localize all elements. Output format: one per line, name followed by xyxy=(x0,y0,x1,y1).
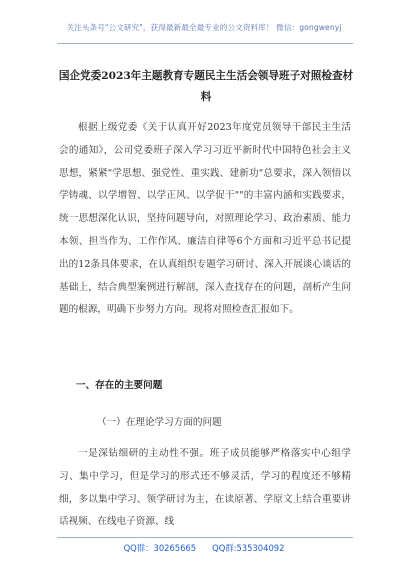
section-heading: 一、存在的主要问题 xyxy=(76,380,163,391)
sub-heading: （一）在理论学习方面的问题 xyxy=(97,417,222,428)
intro-paragraph: 根据上级党委《关于认真开好2023年度党员领导干部民主生活会的通知》，公司党委班子深入学习习近平新时代中国特色社会主义思想，紧紧"学思想、强党性、重实践、建新功"总要求，深入领悟以学铸魂、以学增智、以学正风、以学促干""的丰富内涵和实践要求，统一思想深化认识，坚持问题导向，对照理论学习、政治素质、能力本领、担当作为、工作作风、廉洁自律等6个方面和习近平总书记提出的12条具体要求，在认真组织专题学习研讨、深入开展谈心谈话的基础上，结合典型案例进行解剖，深入查找存在的问题，剖析产生问题的根源，明确下步努力方向。现将对照检查汇报如下。 xyxy=(59,122,351,316)
document-title: 国企党委2023年主题教育专题民主生活会领导班子对照检查材料 xyxy=(58,70,354,103)
footer-divider xyxy=(57,537,353,538)
body-paragraph: 一是深钻细研的主动性不强。班子成员能够严格落实中心组学习、集中学习，但是学习的形式还不够灵活，学习的程度还不够精细，多以集中学习、领学研讨为主，在读原著、学原文上结合重要讲话视频、在线电子资源、线 xyxy=(59,448,351,528)
header-divider xyxy=(57,43,353,44)
footer-contact: QQ群：30265665 QQ群:535304092 xyxy=(123,543,285,553)
header-banner: 关注头条号"公文研究"，获得最新最全最专业的公文资料库！ 微信：gongwenyj xyxy=(66,23,342,32)
